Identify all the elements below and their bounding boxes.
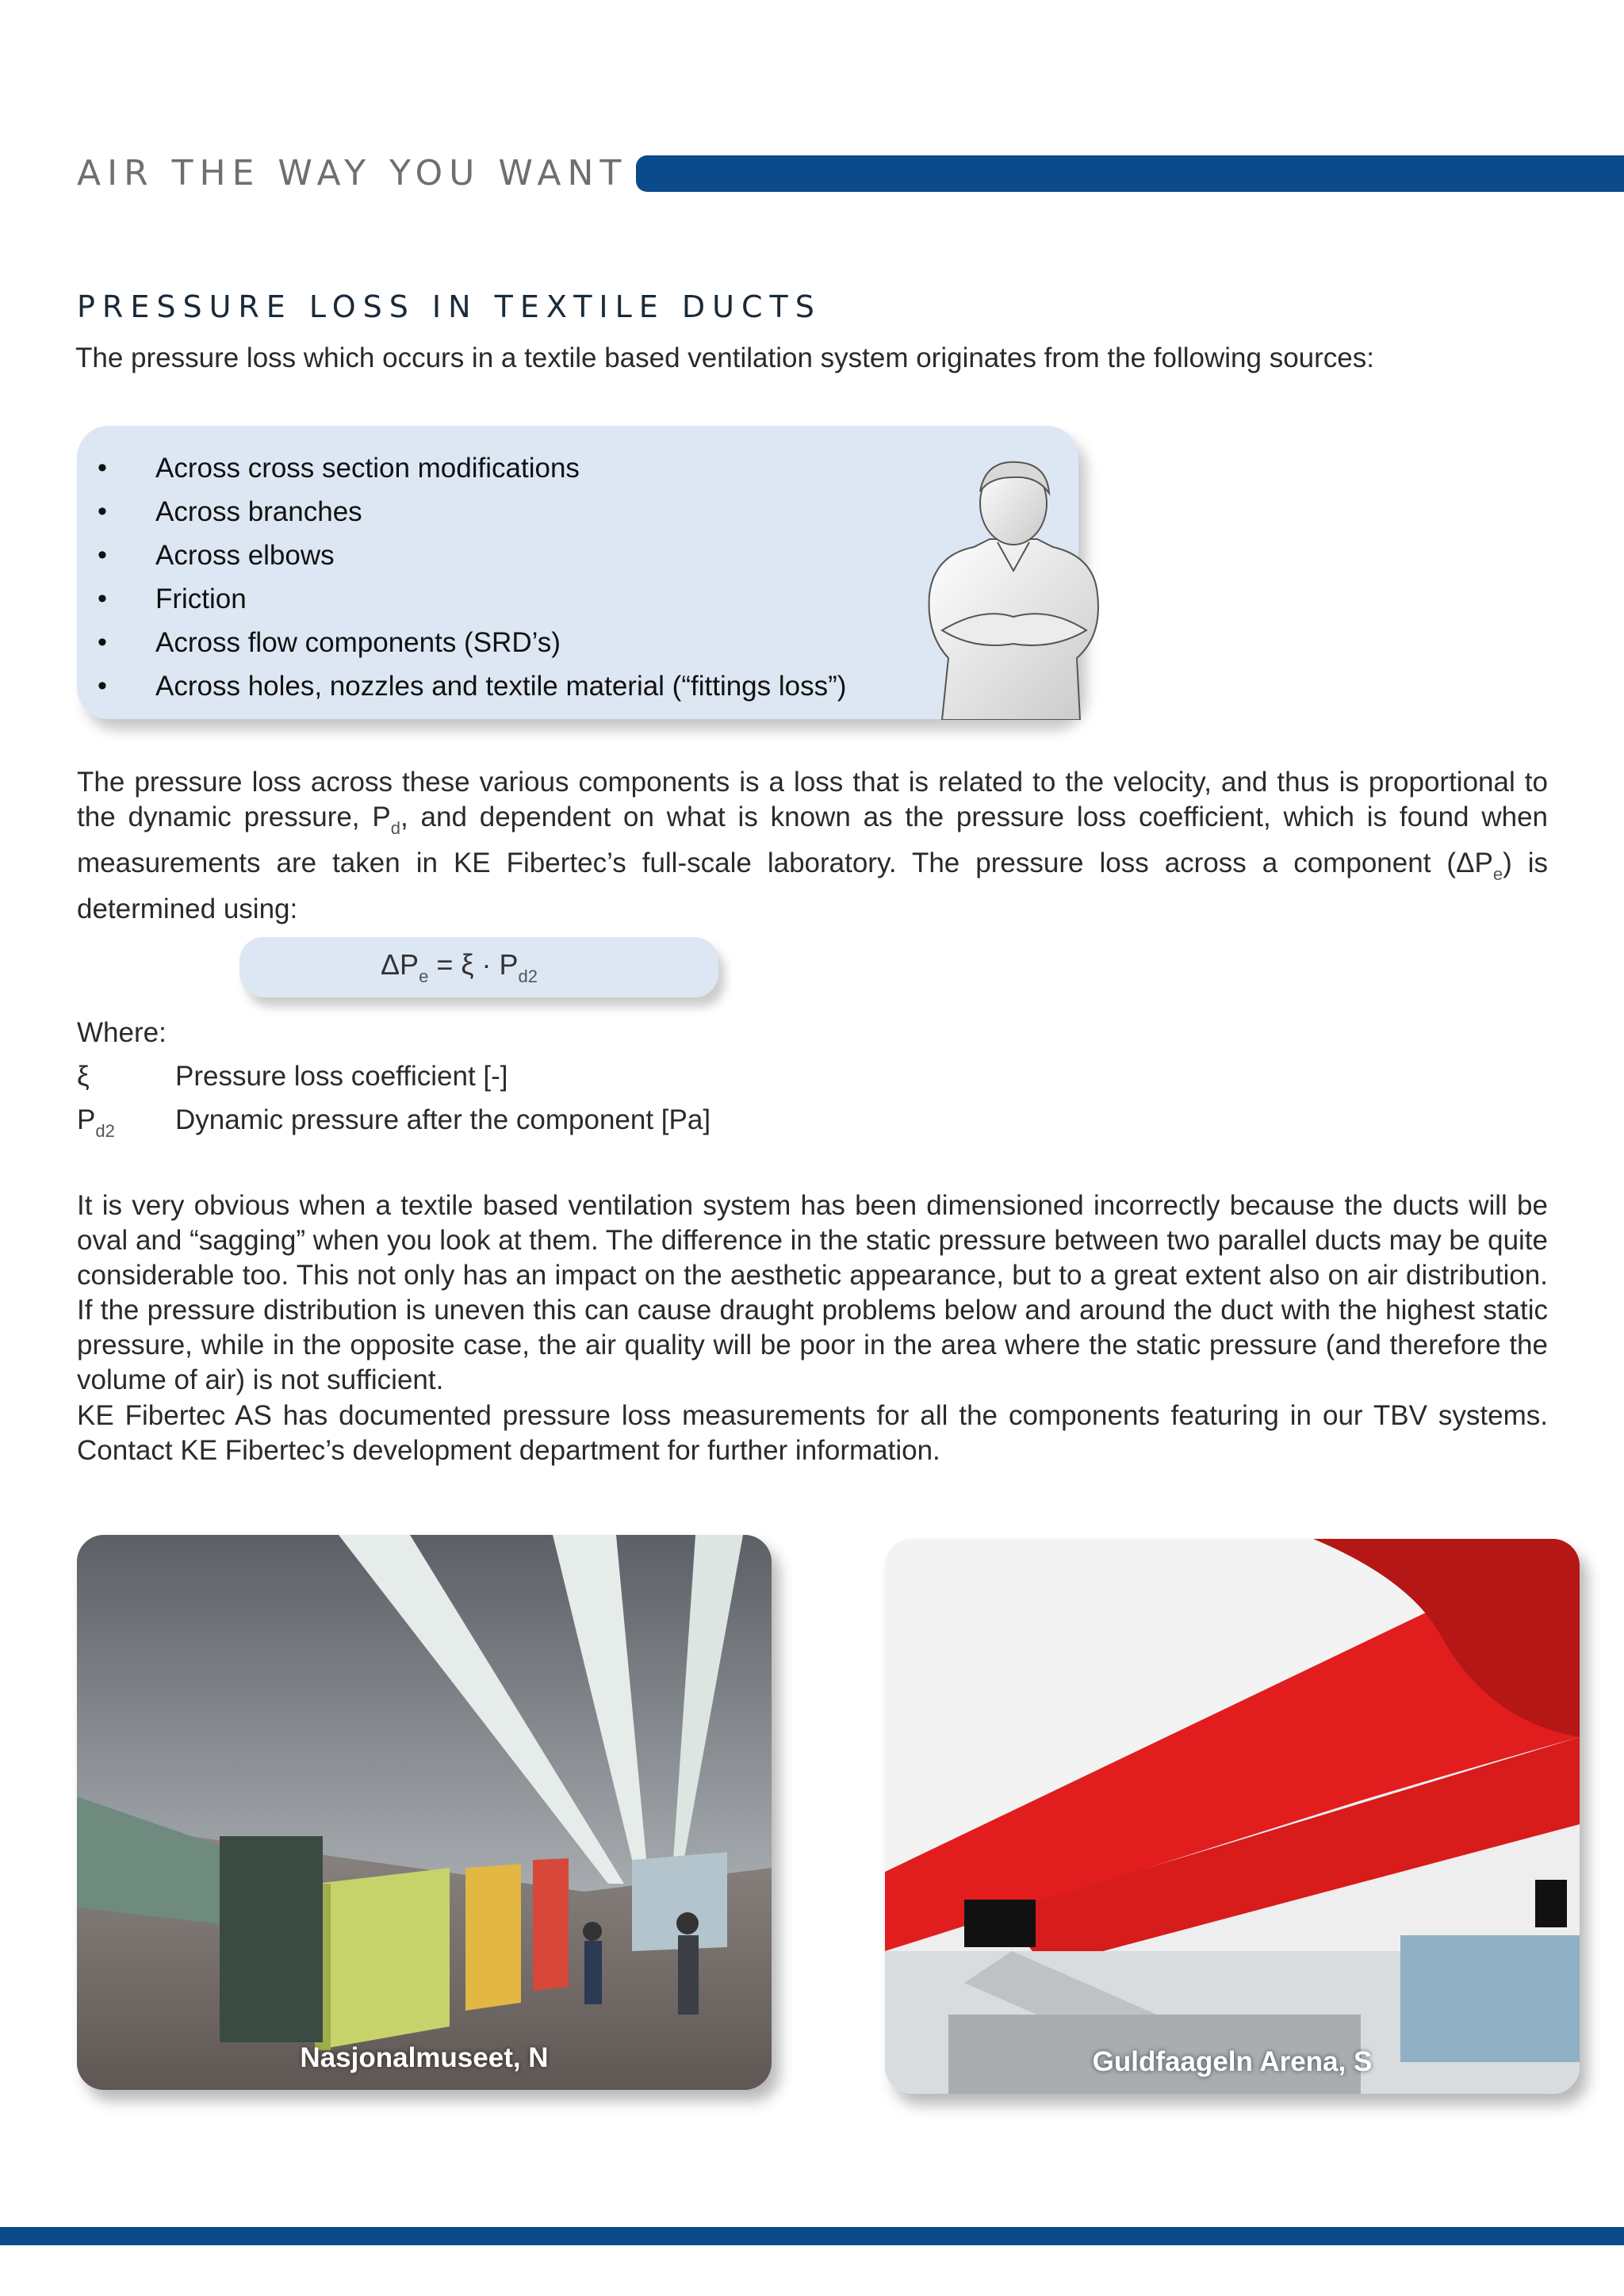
- definition-text: Pressure loss coefficient [-]: [175, 1061, 508, 1092]
- bullet-icon: •: [98, 496, 107, 526]
- bullet-icon: •: [98, 627, 107, 657]
- where-label: Where:: [77, 1017, 167, 1048]
- velocity-paragraph: The pressure loss across these various components is a loss that is related to the velocity, and thus is proportional to the dynamic pressure, $P_d$, and dependent on what is known as the pressure loss coefficient, which is found when measurements are taken in KE Fibertec’s full-scale laboratory. The pressure loss across a component $(\Delta P_e)$ is determined using:: [77, 767, 1548, 924]
- header-title: AIR THE WAY YOU WANT: [77, 153, 628, 193]
- museum-photo-image: [77, 1535, 772, 2090]
- sources-box: • Across cross section modifications • Across branches • Across elbows • Friction • Across flow components (SRD’s) • Across holes, nozzles and textile material (“fittings loss”): [77, 426, 1078, 719]
- sagging-paragraph: It is very obvious when a textile based ventilation system has been dimensioned incorrectly because the ducts will be oval and “sagging” when you look at them. The difference in the static pressure between two parallel ducts may be quite considerable too. This not only has an impact on the aesthetic appearance, but to a great extent also on air distribution. If the pressure distribution is uneven this can cause draught problems below and around the duct with the highest static pressure, while in the opposite case, the air quality will be poor in the area where the static pressure (and therefore the volume of air) is not sufficient.: [77, 1190, 1548, 1395]
- photo-guldfaageln-arena: [885, 1539, 1580, 2094]
- bullet-icon: •: [98, 584, 107, 614]
- contact-paragraph: KE Fibertec AS has documented pressure loss measurements for all the components featuring in our TBV systems. Contact KE Fibertec’s development department for further information.: [77, 1400, 1548, 1466]
- header-bar: [636, 155, 1624, 192]
- arena-photo-image: [885, 1539, 1580, 2094]
- formula: $\Delta P_e = \xi \cdot P_{d2}$: [381, 948, 538, 986]
- definition-symbol: $P_{d2}$: [77, 1104, 115, 1141]
- footer-bar: [0, 2227, 1624, 2245]
- intro-text: The pressure loss which occurs in a textile based ventilation system originates from the following sources:: [75, 342, 1374, 373]
- photo-caption: Nasjonalmuseet, N: [300, 2042, 549, 2073]
- bullet-icon: •: [98, 453, 107, 483]
- definition-symbol: ξ: [77, 1061, 90, 1092]
- definition-text: Dynamic pressure after the component [Pa]: [175, 1104, 711, 1135]
- bullet-icon: •: [98, 540, 107, 570]
- statue-figure-icon: [910, 460, 1116, 720]
- photo-caption: Guldfaageln Arena, S: [1092, 2046, 1373, 2077]
- photo-nasjonalmuseet: [77, 1535, 772, 2090]
- bullet-icon: •: [98, 671, 107, 701]
- section-heading: PRESSURE LOSS IN TEXTILE DUCTS: [77, 289, 822, 324]
- formula-box: [239, 937, 718, 997]
